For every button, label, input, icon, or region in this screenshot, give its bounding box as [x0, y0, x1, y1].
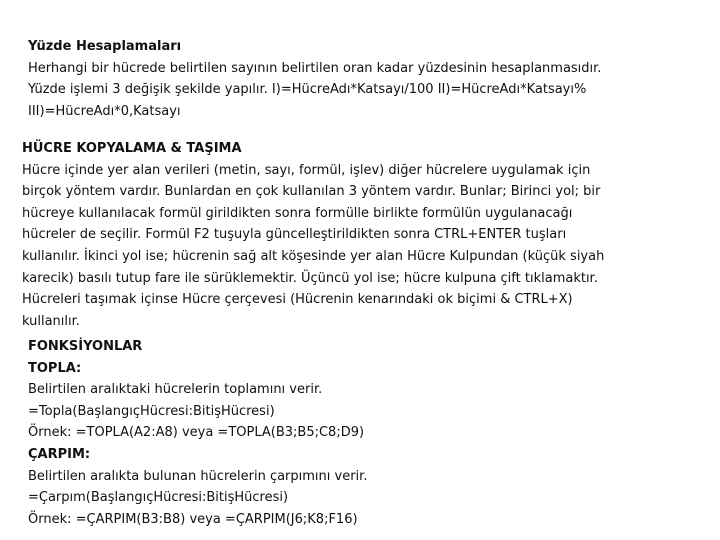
function-syntax: =Topla(BaşlangıçHücresi:BitişHücresi) — [28, 403, 275, 419]
function-description: Belirtilen aralıktaki hücrelerin toplamını verir. — [28, 382, 323, 398]
section-heading: Yüzde Hesaplamaları — [28, 39, 182, 54]
section-hucre-kopyalama — [22, 138, 604, 332]
function-syntax: =Çarpım(BaşlangıçHücresi:BitişHücresi) — [28, 490, 289, 506]
body-line: kullanılır. — [22, 313, 80, 329]
function-example: Örnek: =ÇARPIM(B3:B8) veya =ÇARPIM(J6;K8;F16) — [28, 511, 358, 527]
body-line: karecik) basılı tutup fare ile sürüklemektir. Üçüncü yol ise; hücre kulpuna çift tıklamaktır. — [22, 270, 598, 286]
body-line: Hücreleri taşımak içinse Hücre çerçevesi (Hücrenin kenarındaki ok biçimi & CTRL+X) — [22, 292, 573, 308]
section-heading: FONKSİYONLAR — [28, 339, 143, 354]
body-line: birçok yöntem vardır. Bunlardan en çok kullanılan 3 yöntem vardır. Bunlar; Birinci yol; bir — [22, 184, 601, 200]
function-label-carpim: ÇARPIM: — [28, 446, 91, 462]
body-line: Herhangi bir hücrede belirtilen sayının belirtilen oran kadar yüzdesinin hesaplanmasıdır. — [28, 60, 602, 76]
function-example: Örnek: =TOPLA(A2:A8) veya =TOPLA(B3;B5;C8;D9) — [28, 425, 365, 441]
section-yuzde-hesaplamalari — [28, 36, 601, 122]
function-label-topla: TOPLA: — [28, 360, 82, 376]
body-line: III)=HücreAdı*0,Katsayı — [28, 103, 181, 119]
section-heading: HÜCRE KOPYALAMA & TAŞIMA — [22, 141, 242, 156]
body-line: hücreler de seçilir. Formül F2 tuşuyla güncelleştirildikten sonra CTRL+ENTER tuşları — [22, 227, 567, 243]
function-description: Belirtilen aralıkta bulunan hücrelerin çarpımını verir. — [28, 468, 368, 484]
section-fonksiyonlar — [28, 336, 367, 530]
body-line: hücreye kullanılacak formül girildikten sonra formülle birlikte formülün uygulanacağı — [22, 205, 573, 221]
body-line: Yüzde işlemi 3 değişik şekilde yapılır. I)=HücreAdı*Katsayı/100 II)=HücreAdı*Katsayı% — [28, 82, 587, 98]
body-line: Hücre içinde yer alan verileri (metin, sayı, formül, işlev) diğer hücrelere uygulamak için — [22, 162, 591, 178]
body-line: kullanılır. İkinci yol ise; hücrenin sağ alt köşesinde yer alan Hücre Kulpundan (küçük siyah — [22, 248, 605, 264]
